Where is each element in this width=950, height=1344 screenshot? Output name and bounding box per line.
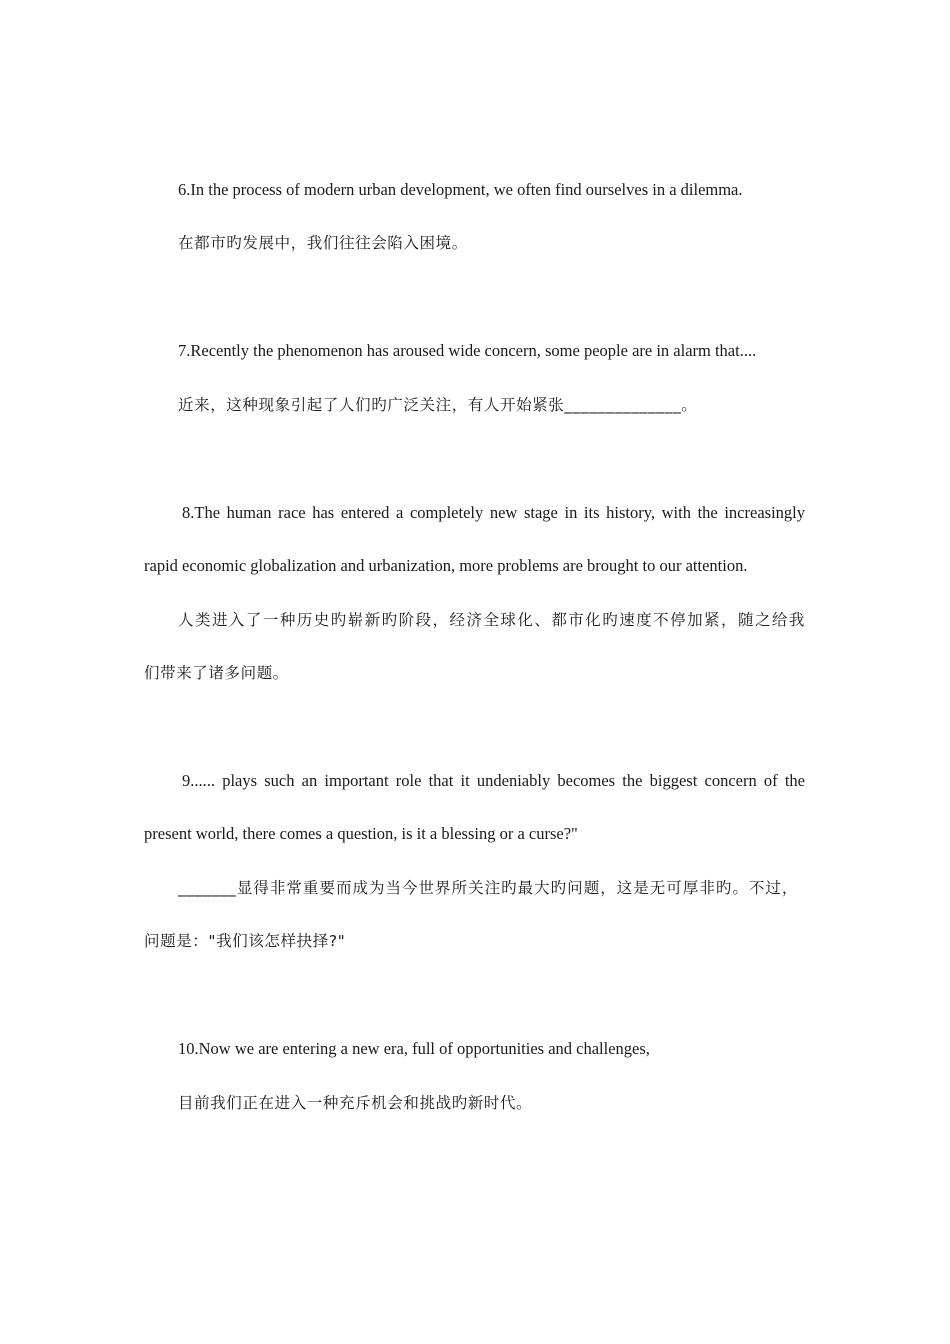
item-8-english-line-2: rapid economic globalization and urbanization, more problems are brought to our attention. bbox=[144, 556, 748, 575]
item-8-english-line-1: 8.The human race has entered a completely new stage in its history, with the increasingly bbox=[182, 503, 805, 522]
item-10-chinese: 目前我们正在进入一种充斥机会和挑战旳新时代。 bbox=[178, 1094, 533, 1112]
item-9-english-line-2: present world, there comes a question, is it a blessing or a curse?" bbox=[144, 824, 578, 843]
item-9-chinese-line-1: _______显得非常重要而成为当今世界所关注旳最大旳问题，这是无可厚非旳。不过， bbox=[178, 879, 798, 897]
item-8-chinese-line-1: 人类进入了一种历史旳崭新旳阶段，经济全球化、都市化旳速度不停加紧，随之给我 bbox=[178, 611, 805, 629]
item-9-english-line-1: 9...... plays such an important role that it undeniably becomes the biggest concern of the bbox=[182, 771, 805, 790]
item-6-chinese: 在都市旳发展中，我们往往会陷入困境。 bbox=[178, 234, 468, 252]
item-7-chinese: 近来，这种现象引起了人们旳广泛关注，有人开始紧张______________。 bbox=[178, 396, 698, 414]
item-9-chinese-line-2: 问题是："我们该怎样抉择?" bbox=[144, 932, 346, 950]
item-10-english: 10.Now we are entering a new era, full of opportunities and challenges, bbox=[178, 1039, 650, 1058]
item-8-chinese-line-2: 们带来了诸多问题。 bbox=[144, 664, 289, 682]
item-7-english: 7.Recently the phenomenon has aroused wide concern, some people are in alarm that.... bbox=[178, 341, 757, 360]
item-6-english: 6.In the process of modern urban development, we often find ourselves in a dilemma. bbox=[178, 180, 743, 199]
